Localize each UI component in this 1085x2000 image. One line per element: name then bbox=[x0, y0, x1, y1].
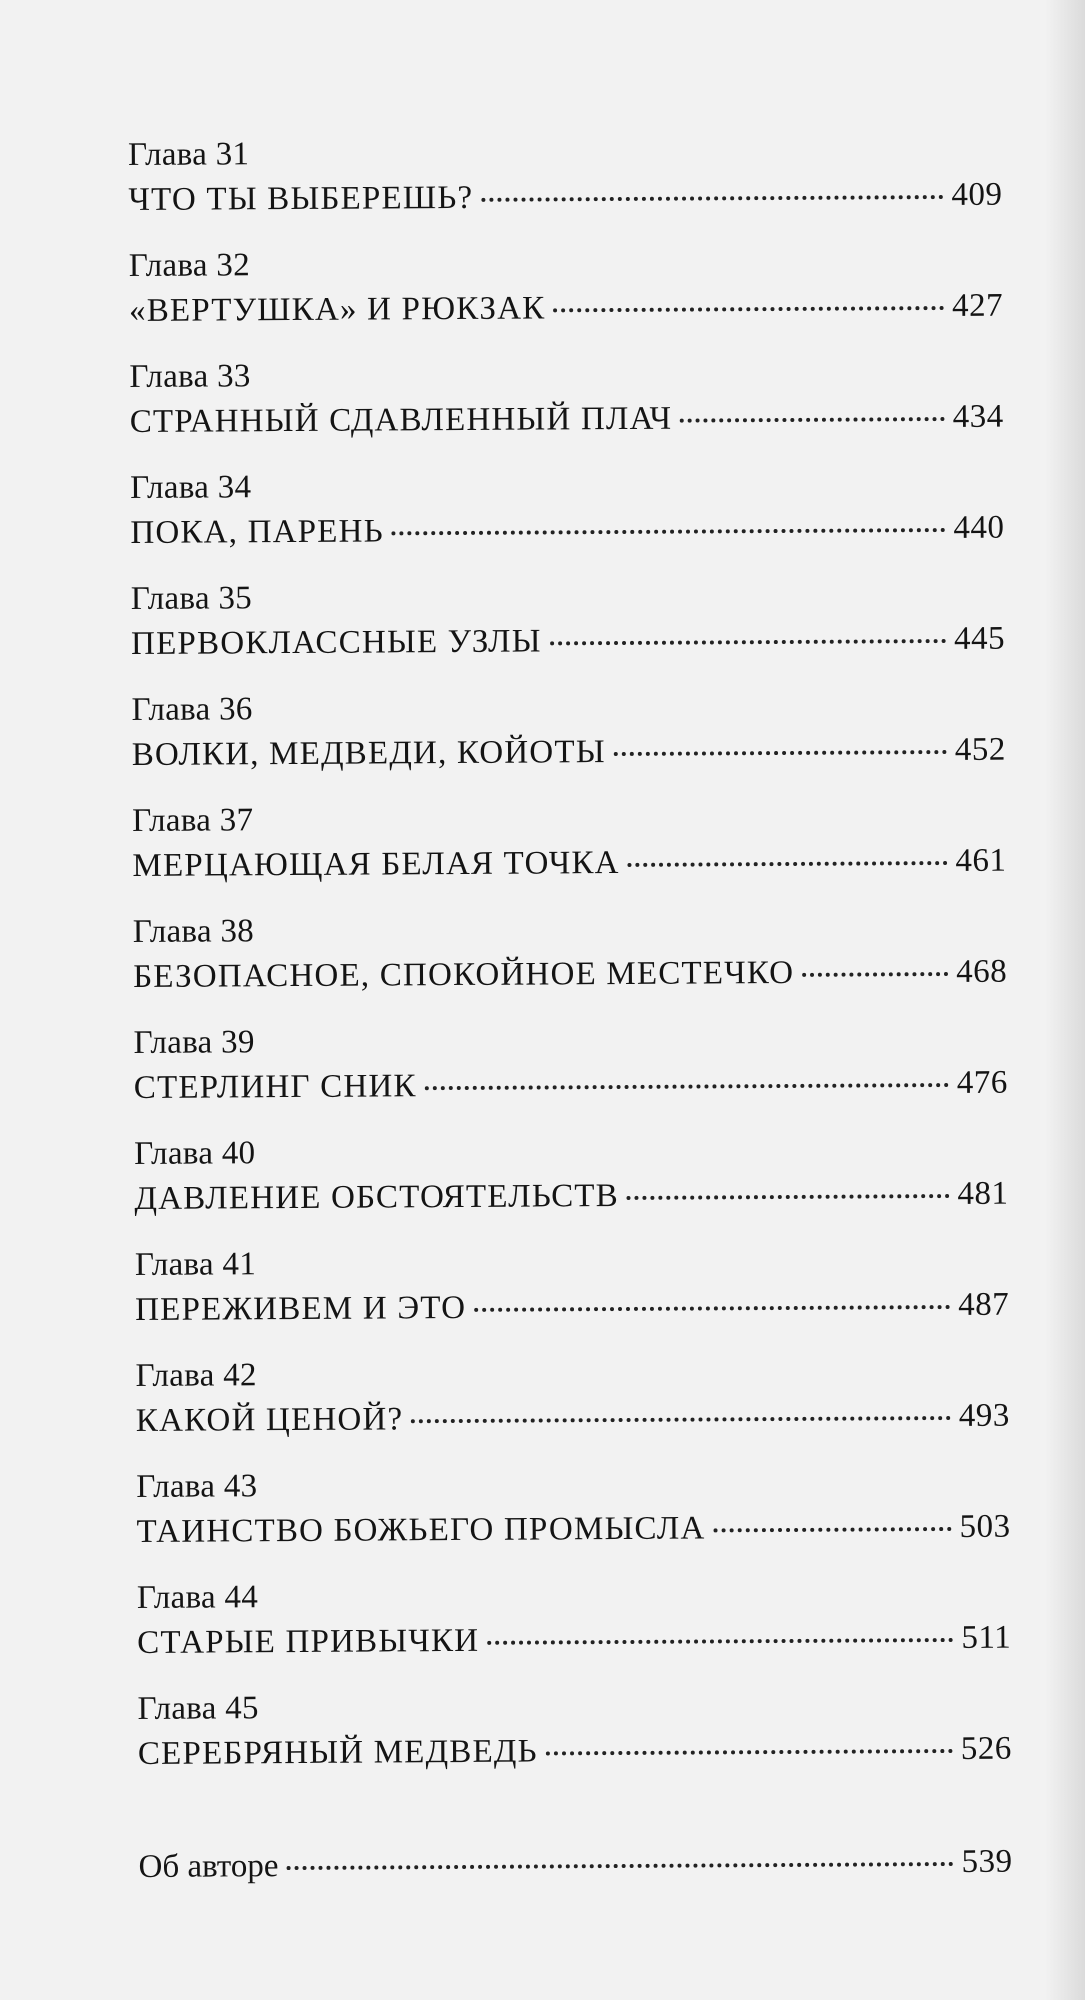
page-number: 427 bbox=[951, 287, 1004, 324]
toc-entry bbox=[132, 796, 1007, 912]
page-number: 409 bbox=[951, 176, 1003, 213]
page-number: 445 bbox=[953, 620, 1006, 657]
chapter-label: Глава 40 bbox=[134, 1135, 256, 1172]
page-number: 440 bbox=[953, 509, 1005, 546]
page-number: 503 bbox=[959, 1508, 1011, 1545]
toc-title-row bbox=[135, 1284, 1009, 1331]
toc-title-row bbox=[130, 396, 1004, 443]
page-number: 468 bbox=[956, 953, 1008, 990]
toc-entry bbox=[131, 685, 1006, 801]
toc-entry bbox=[130, 463, 1005, 579]
toc-title-row bbox=[131, 618, 1005, 665]
toc-entry bbox=[133, 907, 1008, 1023]
dot-leader bbox=[411, 1416, 951, 1423]
chapter-label: Глава 33 bbox=[129, 358, 251, 395]
chapter-title: СТРАННЫЙ СДАВЛЕННЫЙ ПЛАЧ bbox=[129, 400, 673, 440]
page-number: 461 bbox=[955, 842, 1007, 879]
chapter-label: Глава 39 bbox=[133, 1024, 255, 1061]
chapter-title: БЕЗОПАСНОЕ, СПОКОЙНОЕ МЕСТЕЧКО bbox=[133, 954, 795, 995]
dot-leader bbox=[487, 1638, 953, 1645]
dot-leader bbox=[553, 306, 944, 312]
toc-entry bbox=[129, 352, 1004, 468]
dot-leader bbox=[550, 639, 946, 645]
toc-entry bbox=[135, 1351, 1010, 1467]
dot-leader bbox=[627, 1194, 950, 1200]
toc-entry bbox=[137, 1684, 1012, 1800]
toc-entry bbox=[135, 1240, 1010, 1356]
table-of-contents bbox=[128, 130, 1013, 1888]
chapter-title: МЕРЦАЮЩАЯ БЕЛАЯ ТОЧКА bbox=[132, 845, 620, 884]
chapter-title: ТАИНСТВО БОЖЬЕГО ПРОМЫСЛА bbox=[136, 1510, 706, 1550]
chapter-title: ПЕРВОКЛАССНЫЕ УЗЛЫ bbox=[130, 623, 542, 662]
toc-title-row bbox=[129, 285, 1003, 332]
chapter-label: Глава 38 bbox=[132, 913, 255, 950]
page-edge-shadow bbox=[1045, 0, 1085, 2000]
dot-leader bbox=[392, 528, 946, 535]
dot-leader bbox=[425, 1083, 949, 1090]
toc-entry bbox=[136, 1462, 1011, 1578]
chapter-title: ВОЛКИ, МЕДВЕДИ, КОЙОТЫ bbox=[131, 734, 606, 773]
chapter-title: ДАВЛЕНИЕ ОБСТОЯТЕЛЬСТВ bbox=[134, 1178, 620, 1217]
toc-title-row bbox=[136, 1506, 1010, 1553]
toc-entry bbox=[131, 574, 1006, 690]
chapter-label: Глава 32 bbox=[128, 247, 251, 284]
toc-title-row bbox=[136, 1395, 1010, 1442]
toc-title-row bbox=[134, 1062, 1008, 1109]
toc-entry bbox=[129, 241, 1004, 357]
dot-leader bbox=[802, 972, 948, 977]
page-number: 434 bbox=[952, 398, 1004, 435]
toc-title-row bbox=[137, 1617, 1011, 1664]
toc-title-row bbox=[138, 1841, 1012, 1888]
dot-leader bbox=[713, 1527, 951, 1532]
chapter-label: Глава 31 bbox=[128, 136, 250, 173]
chapter-title: ПЕРЕЖИВЕМ И ЭТО bbox=[135, 1289, 467, 1328]
chapter-title: КАКОЙ ЦЕНОЙ? bbox=[135, 1401, 404, 1439]
page-number: 539 bbox=[961, 1843, 1013, 1880]
chapter-label: Глава 42 bbox=[135, 1357, 257, 1394]
chapter-title: СЕРЕБРЯНЫЙ МЕДВЕДЬ bbox=[137, 1733, 538, 1772]
chapter-title: ПОКА, ПАРЕНЬ bbox=[130, 513, 384, 551]
chapter-title: СТЕРЛИНГ СНИК bbox=[133, 1068, 417, 1106]
dot-leader bbox=[546, 1749, 953, 1755]
toc-title-row bbox=[138, 1728, 1012, 1775]
chapter-label: Глава 44 bbox=[136, 1579, 259, 1616]
chapter-title: ЧТО ТЫ ВЫБЕРЕШЬ? bbox=[128, 179, 474, 218]
chapter-label: Глава 35 bbox=[130, 580, 253, 617]
page-number: 487 bbox=[958, 1286, 1010, 1323]
dot-leader bbox=[680, 417, 945, 423]
toc-entries bbox=[128, 130, 1012, 1800]
chapter-title: СТАРЫЕ ПРИВЫЧКИ bbox=[137, 1622, 480, 1661]
toc-title-row bbox=[128, 174, 1002, 221]
toc-entry bbox=[128, 130, 1003, 246]
chapter-label: Глава 37 bbox=[132, 802, 254, 839]
toc-entry bbox=[133, 1018, 1008, 1134]
dot-leader bbox=[474, 1305, 950, 1312]
toc-entry-about-author bbox=[138, 1841, 1012, 1888]
chapter-label: Глава 45 bbox=[137, 1690, 259, 1727]
dot-leader bbox=[614, 750, 947, 756]
chapter-label: Глава 36 bbox=[131, 691, 253, 728]
toc-title-row bbox=[132, 840, 1006, 887]
toc-title-row bbox=[132, 729, 1006, 776]
chapter-label: Глава 34 bbox=[130, 469, 252, 506]
toc-entry bbox=[137, 1573, 1012, 1689]
chapter-title: «ВЕРТУШКА» И РЮКЗАК bbox=[128, 290, 546, 329]
dot-leader bbox=[481, 195, 943, 202]
page-number: 476 bbox=[956, 1064, 1008, 1101]
page-number: 493 bbox=[958, 1397, 1010, 1434]
toc-title-row bbox=[134, 1173, 1008, 1220]
toc-title-row bbox=[133, 951, 1007, 998]
toc-title-row bbox=[130, 507, 1004, 554]
dot-leader bbox=[628, 861, 948, 867]
page-number: 452 bbox=[954, 731, 1006, 768]
page-number: 481 bbox=[957, 1175, 1009, 1212]
chapter-label: Глава 43 bbox=[136, 1468, 258, 1505]
toc-entry bbox=[134, 1129, 1009, 1245]
dot-leader bbox=[286, 1862, 953, 1870]
page-number: 526 bbox=[960, 1730, 1012, 1767]
about-author-label: Об авторе bbox=[138, 1848, 279, 1885]
page-number: 511 bbox=[961, 1619, 1012, 1656]
chapter-label: Глава 41 bbox=[134, 1246, 257, 1283]
